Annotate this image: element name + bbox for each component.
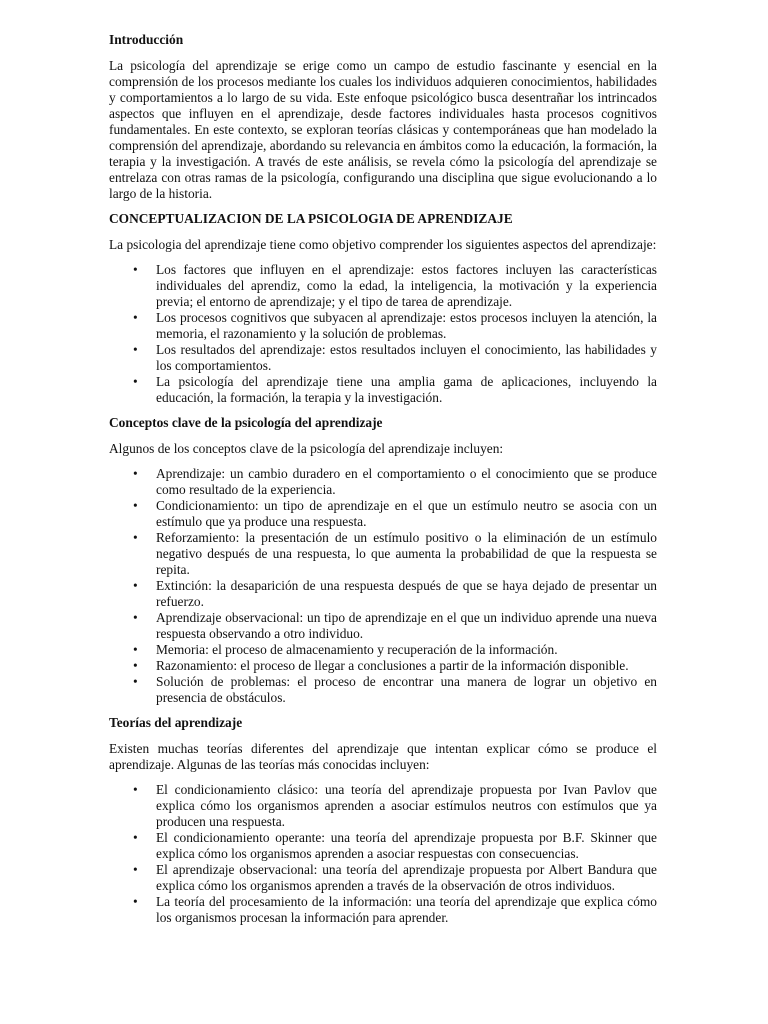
list-item: • Los resultados del aprendizaje: estos resultados incluyen el conocimiento, las habilidades y los comportamientos. (109, 342, 657, 374)
list-item: • Reforzamiento: la presentación de un estímulo positivo o la eliminación de un estímulo negativo después de una respuesta, lo que aumenta la probabilidad de que la respuesta se repita. (109, 530, 657, 578)
list-item: • Los factores que influyen en el aprendizaje: estos factores incluyen las características individuales del aprendiz, como la edad, la inteligencia, la motivación y la experiencia previa; el entorno de aprendizaje; y el tipo de tarea de aprendizaje. (109, 262, 657, 310)
list-item: • Extinción: la desaparición de una respuesta después de que se haya dejado de presentar un refuerzo. (109, 578, 657, 610)
list-item: • Aprendizaje: un cambio duradero en el comportamiento o el conocimiento que se produce como resultado de la experiencia. (109, 466, 657, 498)
list-item: • Condicionamiento: un tipo de aprendizaje en el que un estímulo neutro se asocia con un estímulo que ya produce una respuesta. (109, 498, 657, 530)
concept-list (109, 262, 657, 406)
list-item: • Los procesos cognitivos que subyacen al aprendizaje: estos procesos incluyen la atención, la memoria, el razonamiento y la solución de problemas. (109, 310, 657, 342)
theories-paragraph: Existen muchas teorías diferentes del aprendizaje que intentan explicar cómo se produce el aprendizaje. Algunas de las teorías más conocidas incluyen: (109, 741, 657, 772)
list-item: • Solución de problemas: el proceso de encontrar una manera de lograr un objetivo en presencia de obstáculos. (109, 674, 657, 706)
theories-list (109, 782, 657, 926)
concept-heading: CONCEPTUALIZACION DE LA PSICOLOGIA DE APRENDIZAJE (109, 211, 513, 226)
document-page (109, 32, 657, 926)
key-concepts-paragraph: Algunos de los conceptos clave de la psicología del aprendizaje incluyen: (109, 441, 504, 456)
list-item: • El condicionamiento clásico: una teoría del aprendizaje propuesta por Ivan Pavlov que explica cómo los organismos aprenden a asociar estímulos neutros con estímulos que ya producen una respuesta. (109, 782, 657, 830)
list-item: • Razonamiento: el proceso de llegar a conclusiones a partir de la información disponible. (109, 658, 657, 674)
concept-paragraph: La psicologia del aprendizaje tiene como objetivo comprender los siguientes aspectos del aprendizaje: (109, 237, 657, 252)
key-concepts-heading: Conceptos clave de la psicología del aprendizaje (109, 415, 383, 430)
list-item: • El aprendizaje observacional: una teoría del aprendizaje propuesta por Albert Bandura que explica cómo los organismos aprenden a través de la observación de otros individuos. (109, 862, 657, 894)
key-concepts-list (109, 466, 657, 706)
list-item: • La teoría del procesamiento de la información: una teoría del aprendizaje que explica cómo los organismos procesan la información para aprender. (109, 894, 657, 926)
list-item: • Memoria: el proceso de almacenamiento y recuperación de la información. (109, 642, 657, 658)
list-item: • El condicionamiento operante: una teoría del aprendizaje propuesta por B.F. Skinner que explica cómo los organismos aprenden a asociar respuestas con consecuencias. (109, 830, 657, 862)
list-item: • La psicología del aprendizaje tiene una amplia gama de aplicaciones, incluyendo la educación, la formación, la terapia y la investigación. (109, 374, 657, 406)
list-item: • Aprendizaje observacional: un tipo de aprendizaje en el que un individuo aprende una nueva respuesta observando a otro individuo. (109, 610, 657, 642)
intro-paragraph: La psicología del aprendizaje se erige como un campo de estudio fascinante y esencial en la comprensión de los procesos mediante los cuales los individuos adquieren conocimientos, habilidades y comportamientos a lo largo de su vida. Este enfoque psicológico busca desentrañar los intrincados aspectos que influyen en el aprendizaje, desde factores individuales hasta procesos cognitivos fundamentales. En este contexto, se exploran teorías clásicas y contemporáneas que han modelado la comprensión del aprendizaje, abordando su relevancia en ámbitos como la educación, la formación, la terapia y la investigación. A través de este análisis, se revela cómo la psicología del aprendizaje se entrelaza con otras ramas de la psicología, configurando una disciplina que sigue evolucionando a lo largo de la historia. (109, 58, 657, 201)
theories-heading: Teorías del aprendizaje (109, 715, 243, 730)
intro-heading: Introducción (109, 32, 184, 47)
